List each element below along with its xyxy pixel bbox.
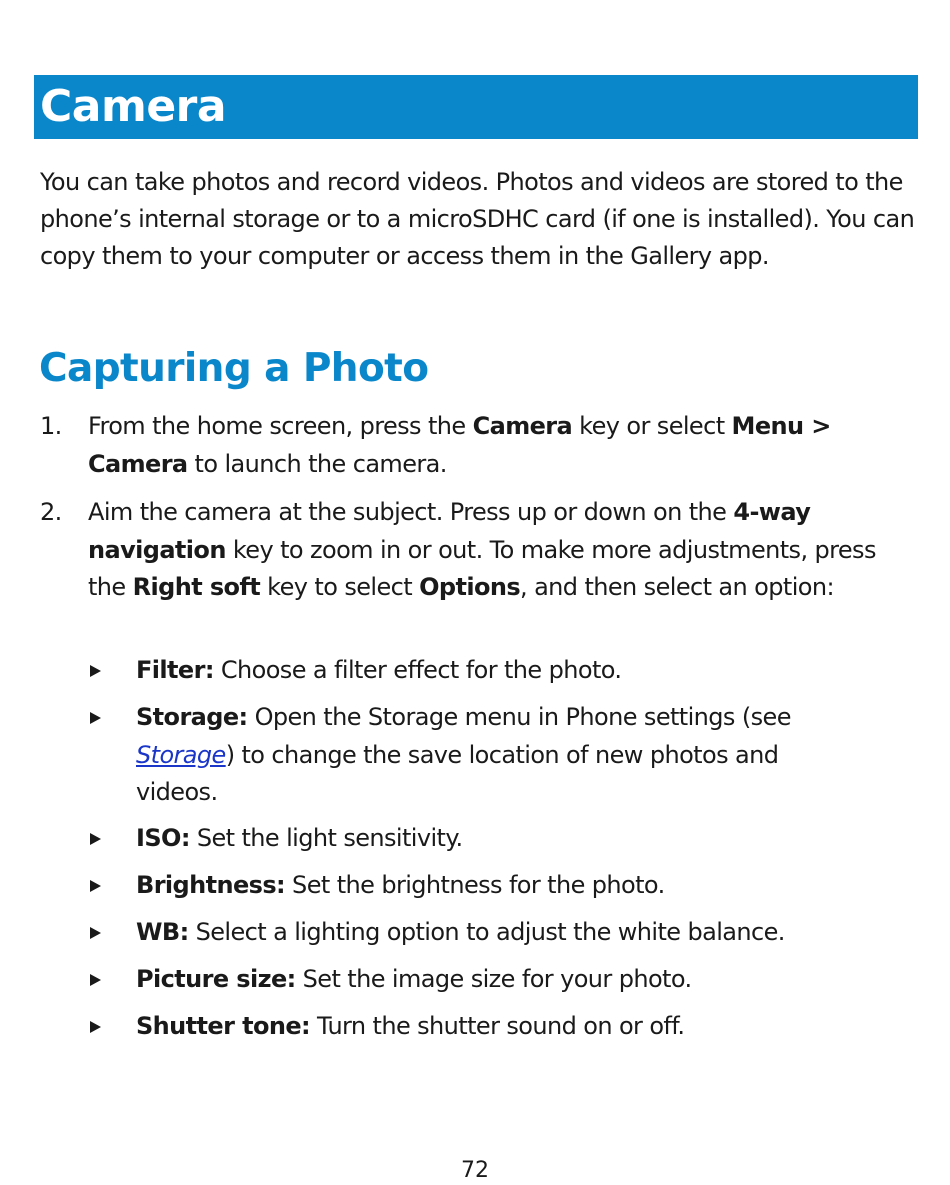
option-label: Filter:	[136, 656, 214, 684]
option-description: Choose a filter effect for the photo.	[213, 656, 622, 684]
page-number: 72	[461, 1158, 489, 1183]
bullet-arrow-icon	[90, 833, 101, 845]
step-number: 1.	[40, 412, 62, 440]
options-label: Options	[419, 573, 521, 601]
intro-paragraph: You can take photos and record videos. Photos and videos are stored to the phone’s internal storage or to a microSDHC card (if one is installed). You can copy them to your computer or access them in the Gallery app.	[40, 168, 915, 270]
option-label: Brightness:	[136, 871, 286, 899]
option-label: Storage:	[136, 703, 248, 731]
bullet-arrow-icon	[90, 974, 101, 986]
option-label: WB:	[136, 918, 189, 946]
option-description: Turn the shutter sound on or off.	[310, 1012, 685, 1040]
bullet-arrow-icon	[90, 1021, 101, 1033]
menu-camera-label: Menu > Camera	[88, 412, 831, 478]
option-item-shutter-tone	[90, 1008, 850, 1046]
option-label: ISO:	[136, 824, 190, 852]
section-heading: Capturing a Photo	[39, 346, 429, 391]
option-item-storage: Storage: Open the Storage menu in Phone settings (see Storage) to change the save location of new photos and videos.	[90, 699, 850, 812]
bullet-arrow-icon	[90, 665, 101, 677]
right-soft-key-label: Right soft	[132, 573, 261, 601]
step-1	[40, 408, 900, 483]
option-description: Set the light sensitivity.	[189, 824, 463, 852]
camera-key-label: Camera	[472, 412, 573, 440]
storage-link[interactable]: Storage	[136, 740, 226, 769]
bullet-arrow-icon	[90, 712, 101, 724]
option-item-filter	[90, 652, 850, 690]
option-item-wb	[90, 914, 850, 952]
chapter-title: Camera	[40, 81, 227, 132]
step-2	[40, 494, 900, 607]
navigation-key-label: 4-way navigation	[88, 498, 811, 564]
option-description: Set the brightness for the photo.	[285, 871, 665, 899]
option-label: Picture size:	[136, 965, 296, 993]
bullet-arrow-icon	[90, 927, 101, 939]
option-item-brightness	[90, 867, 850, 905]
bullet-arrow-icon	[90, 880, 101, 892]
option-description: Set the image size for your photo.	[295, 965, 692, 993]
option-item-picture-size	[90, 961, 850, 999]
option-label: Shutter tone:	[136, 1012, 310, 1040]
option-description: Select a lighting option to adjust the white balance.	[188, 918, 785, 946]
step-text: Aim the camera at the subject. Press up or down on the 4-way navigation key to zoom in or out. To make more adjustments, press the Right soft key to select Options, and then select an option:	[88, 498, 876, 601]
step-text: From the home screen, press the Camera key or select Menu > Camera to launch the camera.	[88, 412, 831, 478]
chapter-title-bar	[34, 75, 918, 139]
step-number: 2.	[40, 498, 62, 526]
option-item-iso	[90, 820, 850, 858]
